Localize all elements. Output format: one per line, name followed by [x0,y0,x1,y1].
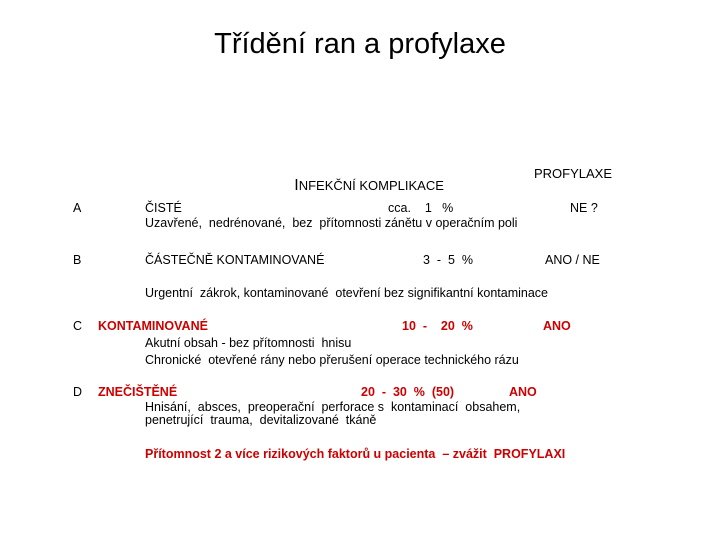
row-d-rate: 20 - 30 % (50) [361,385,455,399]
row-d-prophylaxis: ANO [509,385,537,399]
row-c-prophylaxis: ANO [543,319,571,333]
row-b-letter: B [73,253,82,267]
footnote: Přítomnost 2 a více rizikových faktorů u pacienta – zvážit PROFYLAXI [145,447,566,461]
row-b-prophylaxis: ANO / NE [545,253,600,267]
row-d-letter: D [73,385,83,399]
row-b-rate: 3 - 5 % [423,253,474,267]
row-c-desc-1: Akutní obsah - bez přítomnosti hnisu [145,336,352,350]
row-b-name: ČÁSTEČNĚ KONTAMINOVANÉ [145,253,325,267]
row-d-desc-1: Hnisání, absces, preoperační perforace s kontaminací obsahem, [145,400,521,414]
header-infection-initial: I [294,177,299,194]
row-a-desc-1: Uzavřené, nedrénované, bez přítomnosti zánětu v operačním poli [145,216,518,230]
row-c-desc-2: Chronické otevřené rány nebo přerušení operace technického rázu [145,353,519,367]
header-prophylaxis: PROFYLAXE [534,166,613,181]
row-a-rate: cca. 1 % [388,201,454,215]
row-a-prophylaxis: NE ? [570,201,598,215]
row-b-desc-1: Urgentní zákrok, kontaminované otevření bez signifikantní kontaminace [145,286,548,300]
row-c-rate: 10 - 20 % [402,319,473,333]
row-d-desc-2: penetrující trauma, devitalizované tkáně [145,413,377,427]
header-infection [287,162,444,195]
row-c-letter: C [73,319,83,333]
header-infection-rest: NFEKČNÍ KOMPLIKACE [298,178,444,193]
row-a-name: ČISTÉ [145,201,182,215]
row-d-name: ZNEČIŠTĚNÉ [98,385,178,399]
row-a-letter: A [73,201,82,215]
page-title: Třídění ran a profylaxe [214,28,506,60]
row-c-name: KONTAMINOVANÉ [98,319,208,333]
